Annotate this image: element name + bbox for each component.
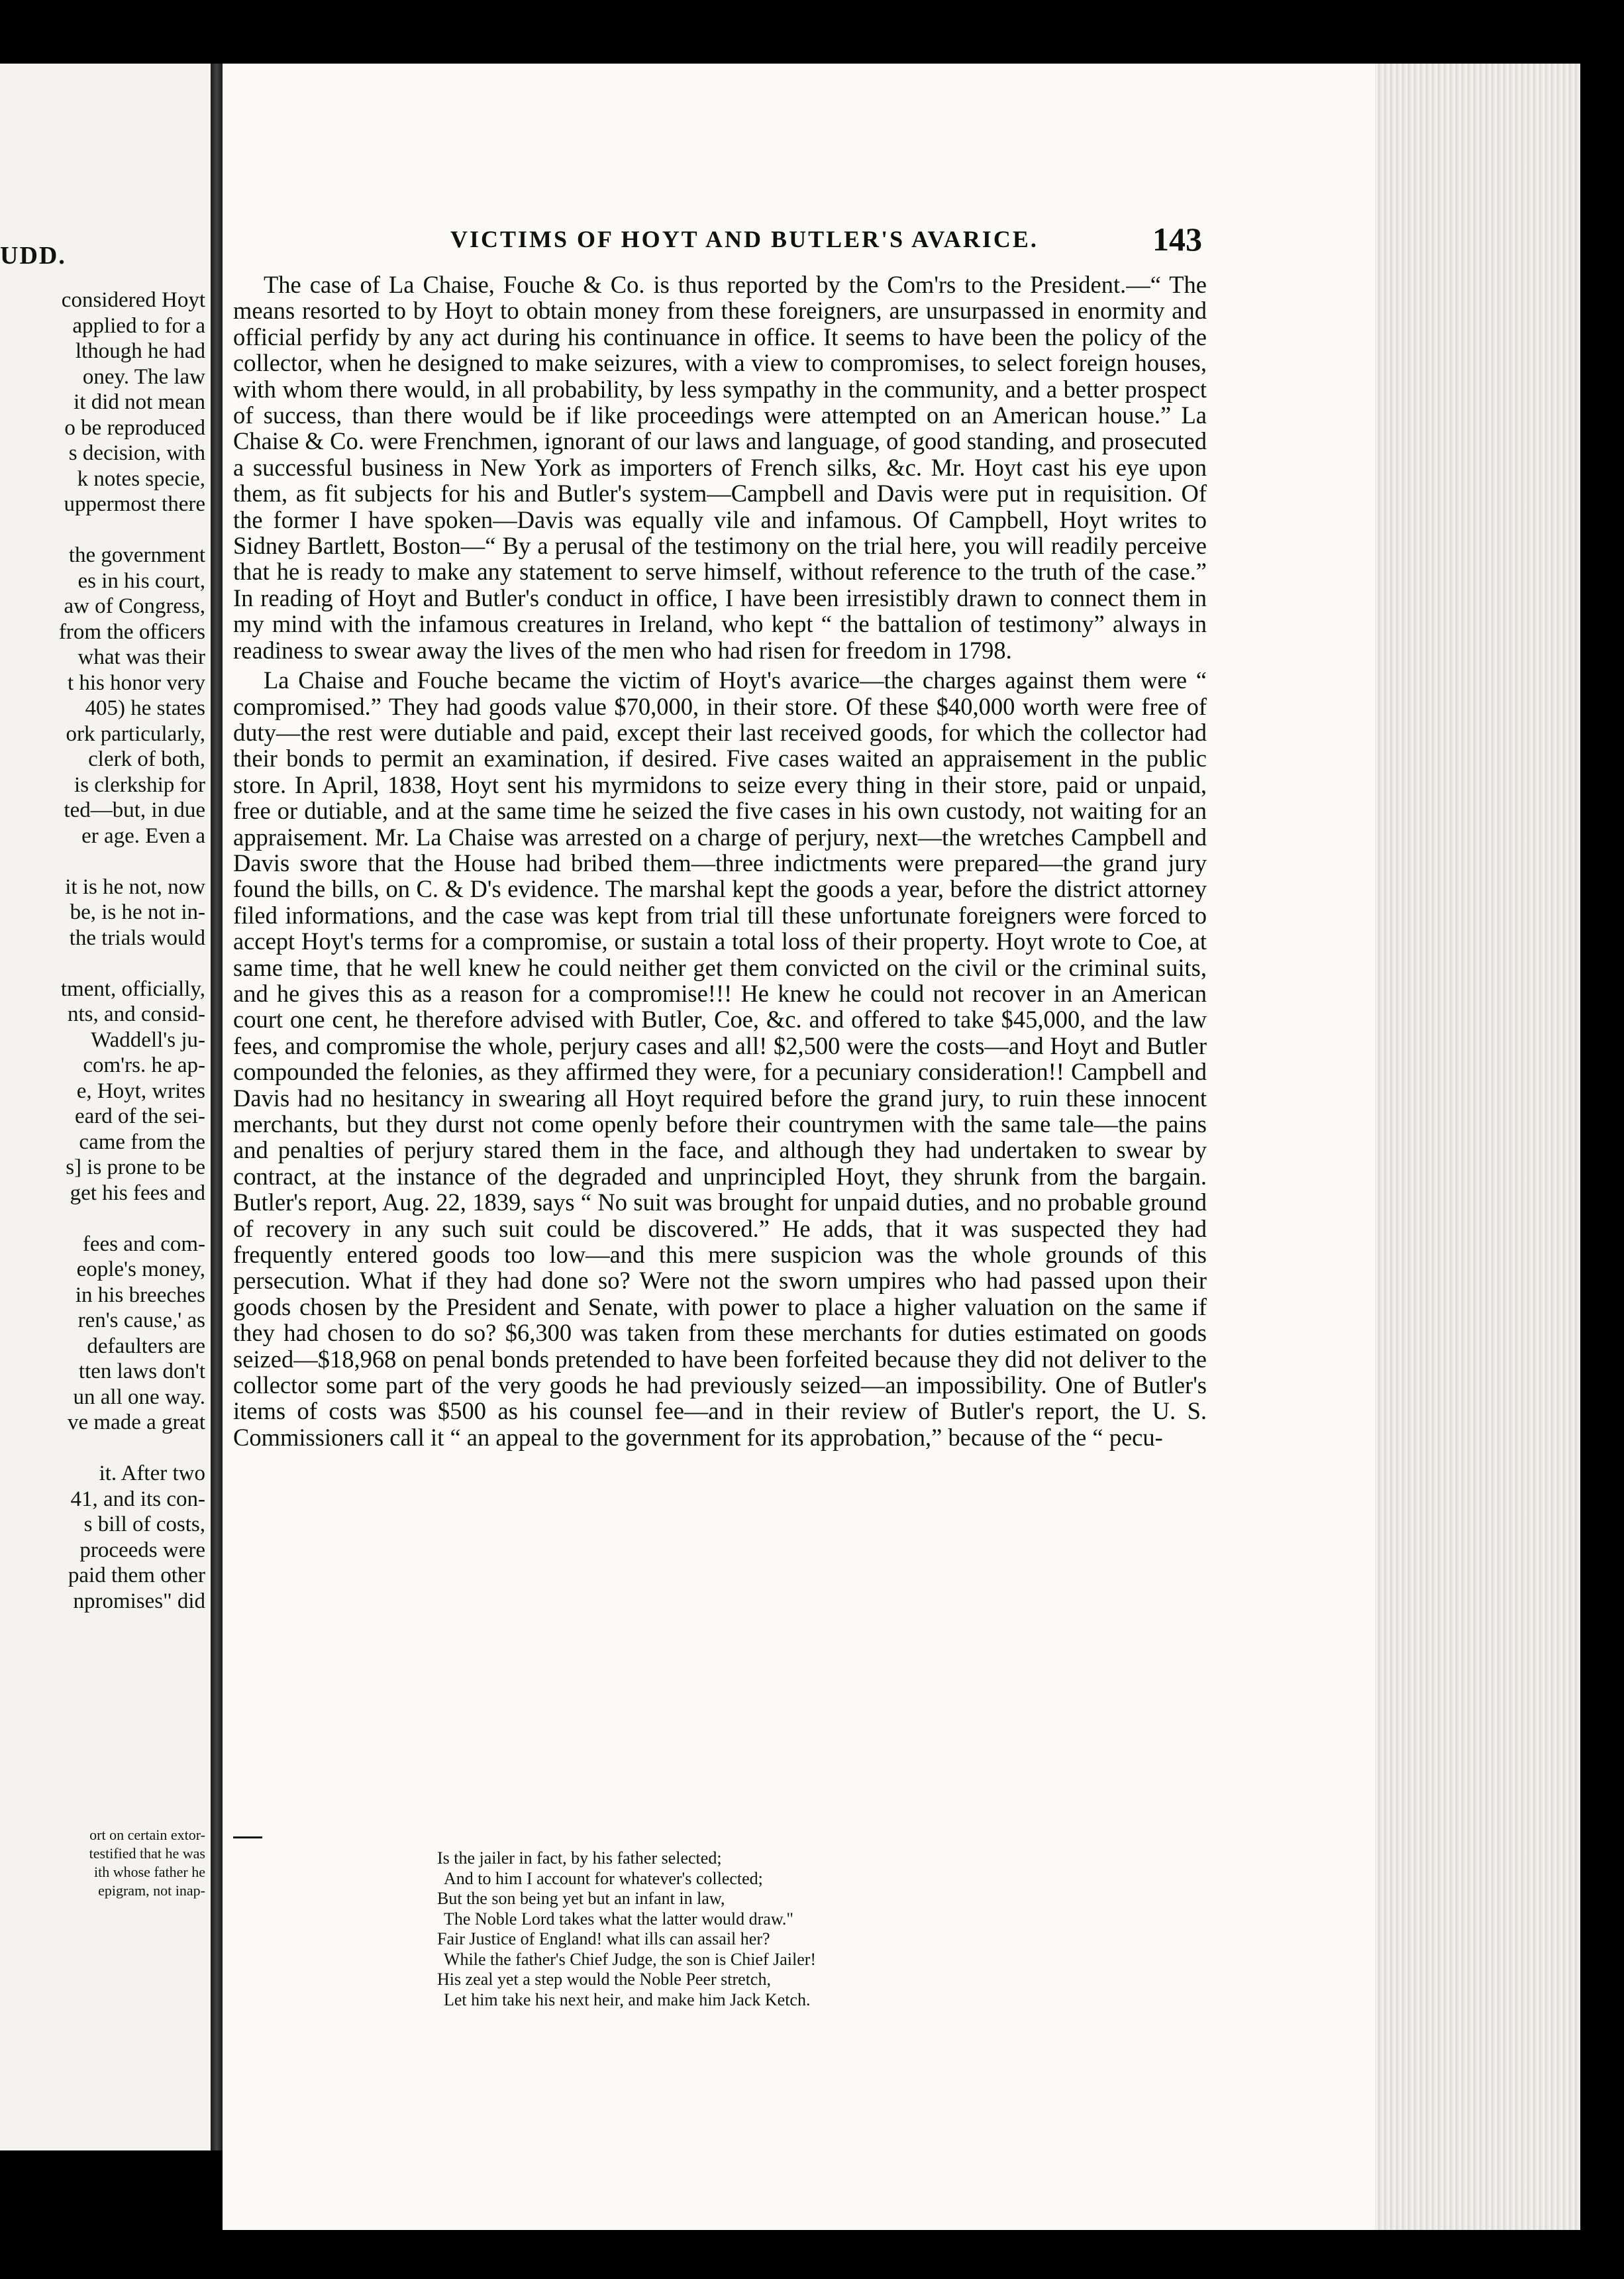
- left-page-line: eard of the sei-: [75, 1104, 205, 1128]
- left-page-note-line: epigram, not inap-: [98, 1882, 205, 1899]
- left-page: [0, 64, 211, 2150]
- left-page-line: what was their: [77, 645, 205, 669]
- left-page-line: oney. The law: [82, 364, 205, 389]
- left-page-line: is clerkship for: [74, 772, 205, 797]
- left-page-line: it is he not, now: [65, 874, 205, 899]
- footnote-verse: [437, 1848, 1007, 2010]
- left-page-line: it did not mean: [74, 390, 205, 414]
- verse-line: The Noble Lord takes what the latter would draw.": [444, 1909, 794, 1929]
- left-page-line: nts, and consid-: [67, 1002, 205, 1026]
- left-page-line: e, Hoyt, writes: [76, 1079, 205, 1103]
- left-page-line: be, is he not in-: [70, 900, 205, 924]
- left-page-line: 405) he states: [85, 696, 205, 720]
- left-running-head: UDD.: [0, 242, 66, 270]
- left-page-line: uppermost there: [64, 492, 205, 516]
- left-page-line: it. After two: [99, 1461, 205, 1485]
- left-page-line: [7, 1206, 205, 1232]
- book-gutter: [211, 64, 223, 2150]
- left-page-line: ted—but, in due: [64, 798, 205, 822]
- left-page-line: ren's cause,' as: [77, 1308, 205, 1332]
- verse-line: While the father's Chief Judge, the son is Chief Jailer!: [444, 1949, 817, 1969]
- left-page-line: fees and com-: [82, 1232, 205, 1256]
- verse-line: Is the jailer in fact, by his father selected;: [437, 1848, 722, 1868]
- left-page-line: t his honor very: [67, 670, 205, 695]
- left-page-line: [7, 1436, 205, 1461]
- paragraph-la-chaise-case: The case of La Chaise, Fouche & Co. is thus reported by the Com'rs to the President.—“ The means resorted to by Hoyt to obtain money from these foreigners, are unsurpassed in enormity and official perfidy by any act during his continuance in office. It seems to have been the policy of the collector, when he designed to make seizures, with a view to compromises, to select foreign houses, with whom there would, in all probability, by less sympathy in the community, and a better prospect of success, than there would be if like proceedings were attempted on an American house.” La Chaise & Co. were Frenchmen, ignorant of our laws and language, of good standing, and prosecuted a successful business in New York as importers of French silks, &c. Mr. Hoyt cast his eye upon them, as fit subjects for his and Butler's system—Campbell and Davis were put in requisition. Of the former I have spoken—Davis was equally vile and infamous. Of Campbell, Hoyt writes to Sidney Bartlett, Boston—“ By a perusal of the testimony on the trial here, you will readily perceive that he is ready to make any statement to serve himself, without reference to the truth of the case.” In reading of Hoyt and Butler's conduct in office, I have been irresistibly drawn to connect them in my mind with the infamous creatures in Ireland, who kept “ the battalion of testimony” always in readiness to swear away the lives of the men who had risen for freedom in 1798.: [233, 271, 1207, 664]
- left-page-note-line: ort on certain extor-: [89, 1827, 205, 1843]
- footnote-rule: [233, 1836, 262, 1838]
- left-page-line: k notes specie,: [77, 466, 205, 491]
- verse-line: Fair Justice of England! what ills can assail her?: [437, 1929, 770, 1948]
- page-number: 143: [1152, 221, 1202, 258]
- left-page-line: s bill of costs,: [83, 1512, 205, 1536]
- left-page-line: clerk of both,: [88, 747, 205, 771]
- left-page-line: Waddell's ju-: [91, 1028, 205, 1052]
- left-page-line: the government: [68, 543, 205, 567]
- left-page-line: ve made a great: [68, 1410, 205, 1434]
- left-page-line: tment, officially,: [60, 977, 205, 1001]
- left-page-line: eople's money,: [76, 1257, 205, 1281]
- left-page-line: s decision, with: [68, 441, 205, 465]
- left-page-line: applied to for a: [72, 313, 205, 338]
- left-page-line: proceeds were: [79, 1538, 205, 1562]
- left-page-line: o be reproduced: [64, 415, 205, 440]
- left-page-line: [7, 951, 205, 977]
- left-page-line: npromises" did: [73, 1589, 205, 1613]
- left-page-line: com'rs. he ap-: [83, 1053, 205, 1077]
- left-page-line: [7, 849, 205, 874]
- page-edges: [1375, 64, 1580, 2230]
- left-page-line: aw of Congress,: [64, 594, 205, 618]
- left-page-footnotes: [7, 1826, 205, 1900]
- left-page-text: [7, 288, 205, 1614]
- page-edge-shadow: [1580, 64, 1624, 2230]
- left-page-line: es in his court,: [77, 568, 205, 593]
- running-head: VICTIMS OF HOYT AND BUTLER'S AVARICE.: [450, 226, 1039, 252]
- paragraph-victim-of-avarice: La Chaise and Fouche became the victim of Hoyt's avarice—the charges against them were “ compromised.” They had goods value $70,000, in their store. Of these $40,000 worth were free of duty—the rest were dutiable and paid, except their last received goods, for which the collector had their bonds to permit an examination, if desired. Five cases waited an appraisement in the public store. In April, 1838, Hoyt sent his myrmidons to seize every thing in their store, paid or unpaid, free or dutiable, and at the same time he seized the five cases in his own custody, not waiting for an appraisement. Mr. La Chaise was arrested on a charge of perjury, next—the wretches Campbell and Davis swore that the House had bribed them—three indictments were prepared—the grand jury found the bills, on C. & D's evidence. The marshal kept the goods a year, before the district attorney filed informations, and the case was kept from trial till these unfortunate foreigners were forced to accept Hoyt's terms for a compromise, or sustain a total loss of their property. Hoyt wrote to Coe, at same time, that he well knew he could neither get them convicted on the civil or the criminal suits, and he gives this as a reason for a compromise!!! He knew he could not recover in an American court one cent, he therefore advised with Butler, Coe, &c. and offered to take $45,000, and the law fees, and compromise the whole, perjury cases and all! $2,500 were the costs—and Hoyt and Butler compounded the felonies, as they affirmed they were, for a pecuniary consideration!! Campbell and Davis had no hesitancy in swearing all Hoyt required before the grand jury, to ruin these innocent merchants, but they durst not come openly before their countrymen with the same tale—the pains and penalties of perjury stared them in the face, and although they had undertaken to swear by contract, at the instance of the degraded and unprincipled Hoyt, they shrunk from the bargain. Butler's report, Aug. 22, 1839, says “ No suit was brought for unpaid duties, and no probable ground of recovery in any such suit could be discovered.” He adds, that it was suspected they had frequently entered goods too low—and this mere suspicion was the whole grounds of this persecution. What if they had done so? Were not the sworn umpires who had passed upon their goods chosen by the President and Senate, with power to place a higher valuation on the same if they had chosen to do so? $6,300 was taken from these merchants for duties estimated on goods seized—$18,968 on penal bonds pretended to have been forfeited because they did not deliver to the collector some part of the very goods he had previously seized—an impossibility. One of Butler's items of costs was $500 as his counsel fee—and in their review of Butler's report, the U. S. Commissioners call it “ an appeal to the government for its approbation,” because of the “ pecu-: [233, 666, 1207, 1451]
- verse-line: And to him I account for whatever's collected;: [444, 1868, 763, 1888]
- left-page-line: paid them other: [68, 1564, 205, 1587]
- left-page-line: in his breeches: [75, 1283, 205, 1307]
- left-page-line: tten laws don't: [78, 1359, 205, 1383]
- left-page-line: the trials would: [69, 926, 205, 950]
- left-page-line: ork particularly,: [66, 721, 205, 746]
- left-page-line: came from the: [79, 1130, 205, 1154]
- left-page-note-line: ith whose father he: [94, 1864, 205, 1880]
- body-text: [233, 272, 1207, 1450]
- left-page-line: [7, 517, 205, 543]
- left-page-line: defaulters are: [87, 1334, 205, 1358]
- verse-line: His zeal yet a step would the Noble Peer stretch,: [437, 1970, 771, 1989]
- left-page-line: s] is prone to be: [66, 1155, 205, 1179]
- verse-line: Let him take his next heir, and make him Jack Ketch.: [444, 1989, 811, 2009]
- left-page-line: lthough he had: [75, 339, 205, 363]
- left-page-line: er age. Even a: [81, 823, 205, 848]
- left-page-line: from the officers: [58, 619, 205, 644]
- left-page-line: get his fees and: [70, 1181, 205, 1205]
- left-page-line: 41, and its con-: [70, 1487, 205, 1511]
- left-page-line: considered Hoyt: [61, 288, 205, 312]
- left-page-note-line: testified that he was: [89, 1845, 205, 1862]
- verse-line: But the son being yet but an infant in law,: [437, 1889, 725, 1908]
- left-page-line: un all one way.: [73, 1385, 205, 1409]
